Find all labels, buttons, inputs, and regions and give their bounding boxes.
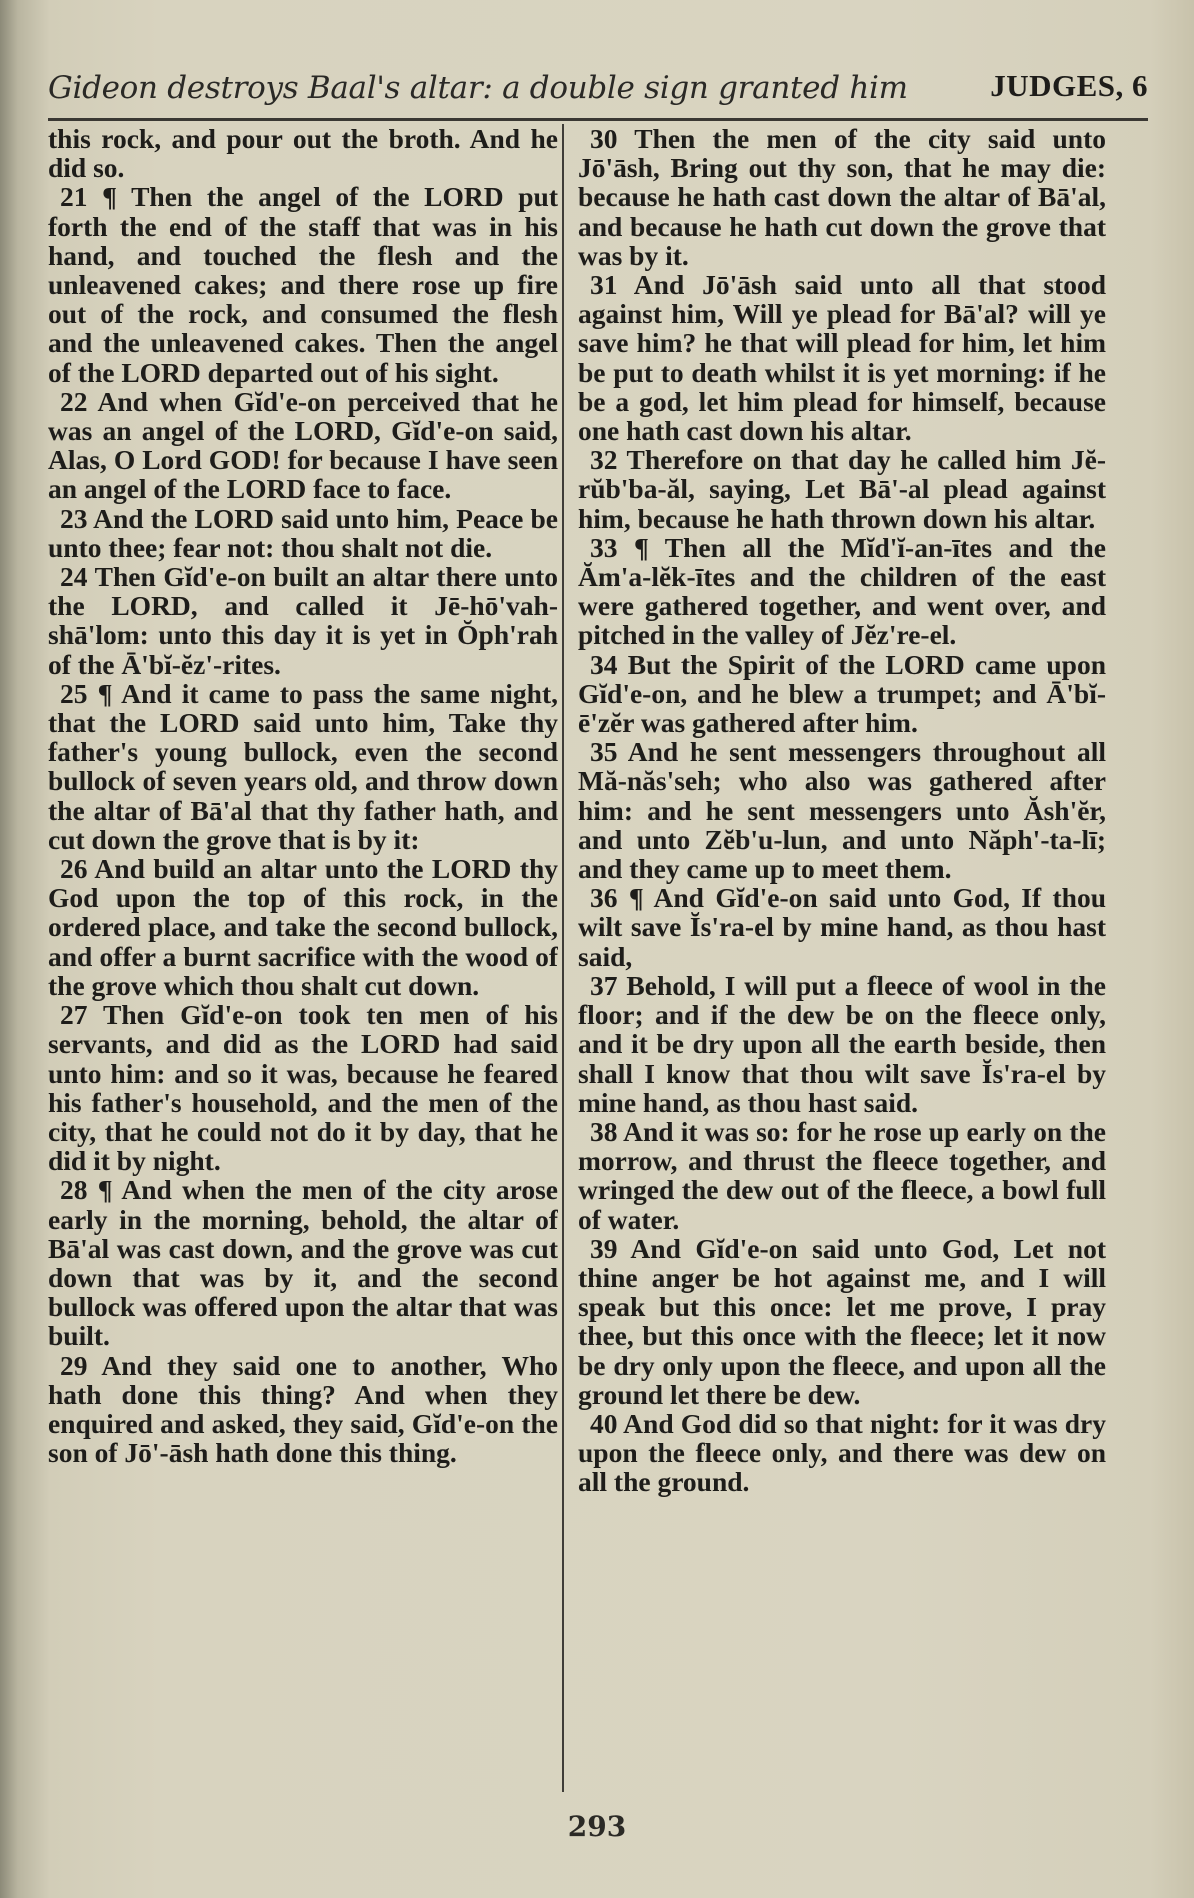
page-number: 293	[567, 1810, 627, 1843]
verse: 33 ¶ Then all the Mĭd'ĭ-an-ītes and the Ăm'a-lĕk-ītes and the children of the east were gathered together, and went over, and pitched in the valley of Jĕz're-el.	[578, 531, 1106, 651]
verse: 34 But the Spirit of the LORD came upon Gĭd'e-on, and he blew a trumpet; and Ā'bĭ-ē'zĕr was gathered after him.	[578, 648, 1106, 739]
book-chapter-heading: JUDGES, 6	[990, 68, 1148, 103]
verse: 40 And God did so that night: for it was dry upon the fleece only, and there was dew on all the ground.	[578, 1407, 1106, 1498]
verse: this rock, and pour out the broth. And he did so.	[48, 124, 558, 184]
verse: 24 Then Gĭd'e-on built an altar there unto the LORD, and called it Jē-hō'vah-shā'lom: unto this day it is yet in Ŏph'rah of the Ā'bĭ-ĕz'-rites.	[48, 561, 558, 680]
left-column	[48, 124, 558, 1804]
verse: 26 And build an altar unto the LORD thy God upon the top of this rock, in the ordered place, and take the second bullock, and offer a burnt sacrifice with the wood of the grove which thou shalt cut down.	[48, 853, 558, 1001]
verse: 37 Behold, I will put a fleece of wool in the floor; and if the dew be on the fleece only, and it be dry upon all the earth beside, then shall I know that thou wilt save Ĭs'ra-el by mine hand, as thou hast said.	[578, 969, 1106, 1118]
verse: 30 Then the men of the city said unto Jō'āsh, Bring out thy son, that he may die: because he hath cast down the altar of Bā'al, and because he hath cut down the grove that was by it.	[578, 124, 1106, 271]
right-column	[578, 124, 1106, 1804]
verse: 31 And Jō'āsh said unto all that stood against him, Will ye plead for Bā'al? will ye save him? he that will plead for him, let him be put to death whilst it is yet morning: if he be a god, let him plead for himself, because one hath cast down his altar.	[578, 269, 1106, 447]
running-title: Gideon destroys Baal's altar: a double sign granted him	[48, 70, 908, 106]
column-divider	[562, 124, 564, 1792]
verse: 36 ¶ And Gĭd'e-on said unto God, If thou wilt save Ĭs'ra-el by mine hand, as thou hast said,	[578, 882, 1106, 972]
verse: 29 And they said one to another, Who hath done this thing? And when they enquired and asked, they said, Gĭd'e-on the son of Jō'-āsh hath done this thing.	[48, 1349, 558, 1469]
verse: 23 And the LORD said unto him, Peace be unto thee; fear not: thou shalt not die.	[48, 502, 558, 563]
verse: 35 And he sent messengers throughout all Mă-năs'seh; who also was gathered after him: and he sent messengers unto Ăsh'ĕr, and unto Zĕb'u-lun, and unto Năph'-ta-lī; and they came up to meet them.	[578, 736, 1106, 885]
verse: 27 Then Gĭd'e-on took ten men of his servants, and did as the LORD had said unto him: and so it was, because he feared his father's household, and the men of the city, that he could not do it by day, that he did it by night.	[48, 999, 558, 1177]
header-rule	[48, 118, 1148, 121]
page-header	[48, 70, 1148, 120]
verse: 39 And Gĭd'e-on said unto God, Let not thine anger be hot against me, and I will speak but this once: let me prove, I pray thee, but this once with the fleece; let it now be dry only upon the fleece, and upon all the ground let there be dew.	[578, 1232, 1106, 1410]
verse: 38 And it was so: for he rose up early on the morrow, and thrust the fleece together, and wringed the dew out of the fleece, a bowl full of water.	[578, 1115, 1106, 1235]
verse: 22 And when Gĭd'e-on perceived that he was an angel of the LORD, Gĭd'e-on said, Alas, O Lord GOD! for because I have seen an angel of the LORD face to face.	[48, 385, 558, 505]
verse: 21 ¶ Then the angel of the LORD put forth the end of the staff that was in his hand, and touched the flesh and the unleavened cakes; and there rose up fire out of the rock, and consumed the flesh and the unleavened cakes. Then the angel of the LORD departed out of his sight.	[48, 181, 558, 388]
verse: 28 ¶ And when the men of the city arose early in the morning, behold, the altar of Bā'al was cast down, and the grove was cut down that was by it, and the second bullock was offered upon the altar that was built.	[48, 1174, 558, 1352]
verse: 32 Therefore on that day he called him Jĕ-rŭb'ba-ăl, saying, Let Bā'-al plead against him, because he hath thrown down his altar.	[578, 444, 1106, 534]
verse: 25 ¶ And it came to pass the same night, that the LORD said unto him, Take thy father's young bullock, even the second bullock of seven years old, and throw down the altar of Bā'al that thy father hath, and cut down the grove that is by it:	[48, 677, 558, 855]
